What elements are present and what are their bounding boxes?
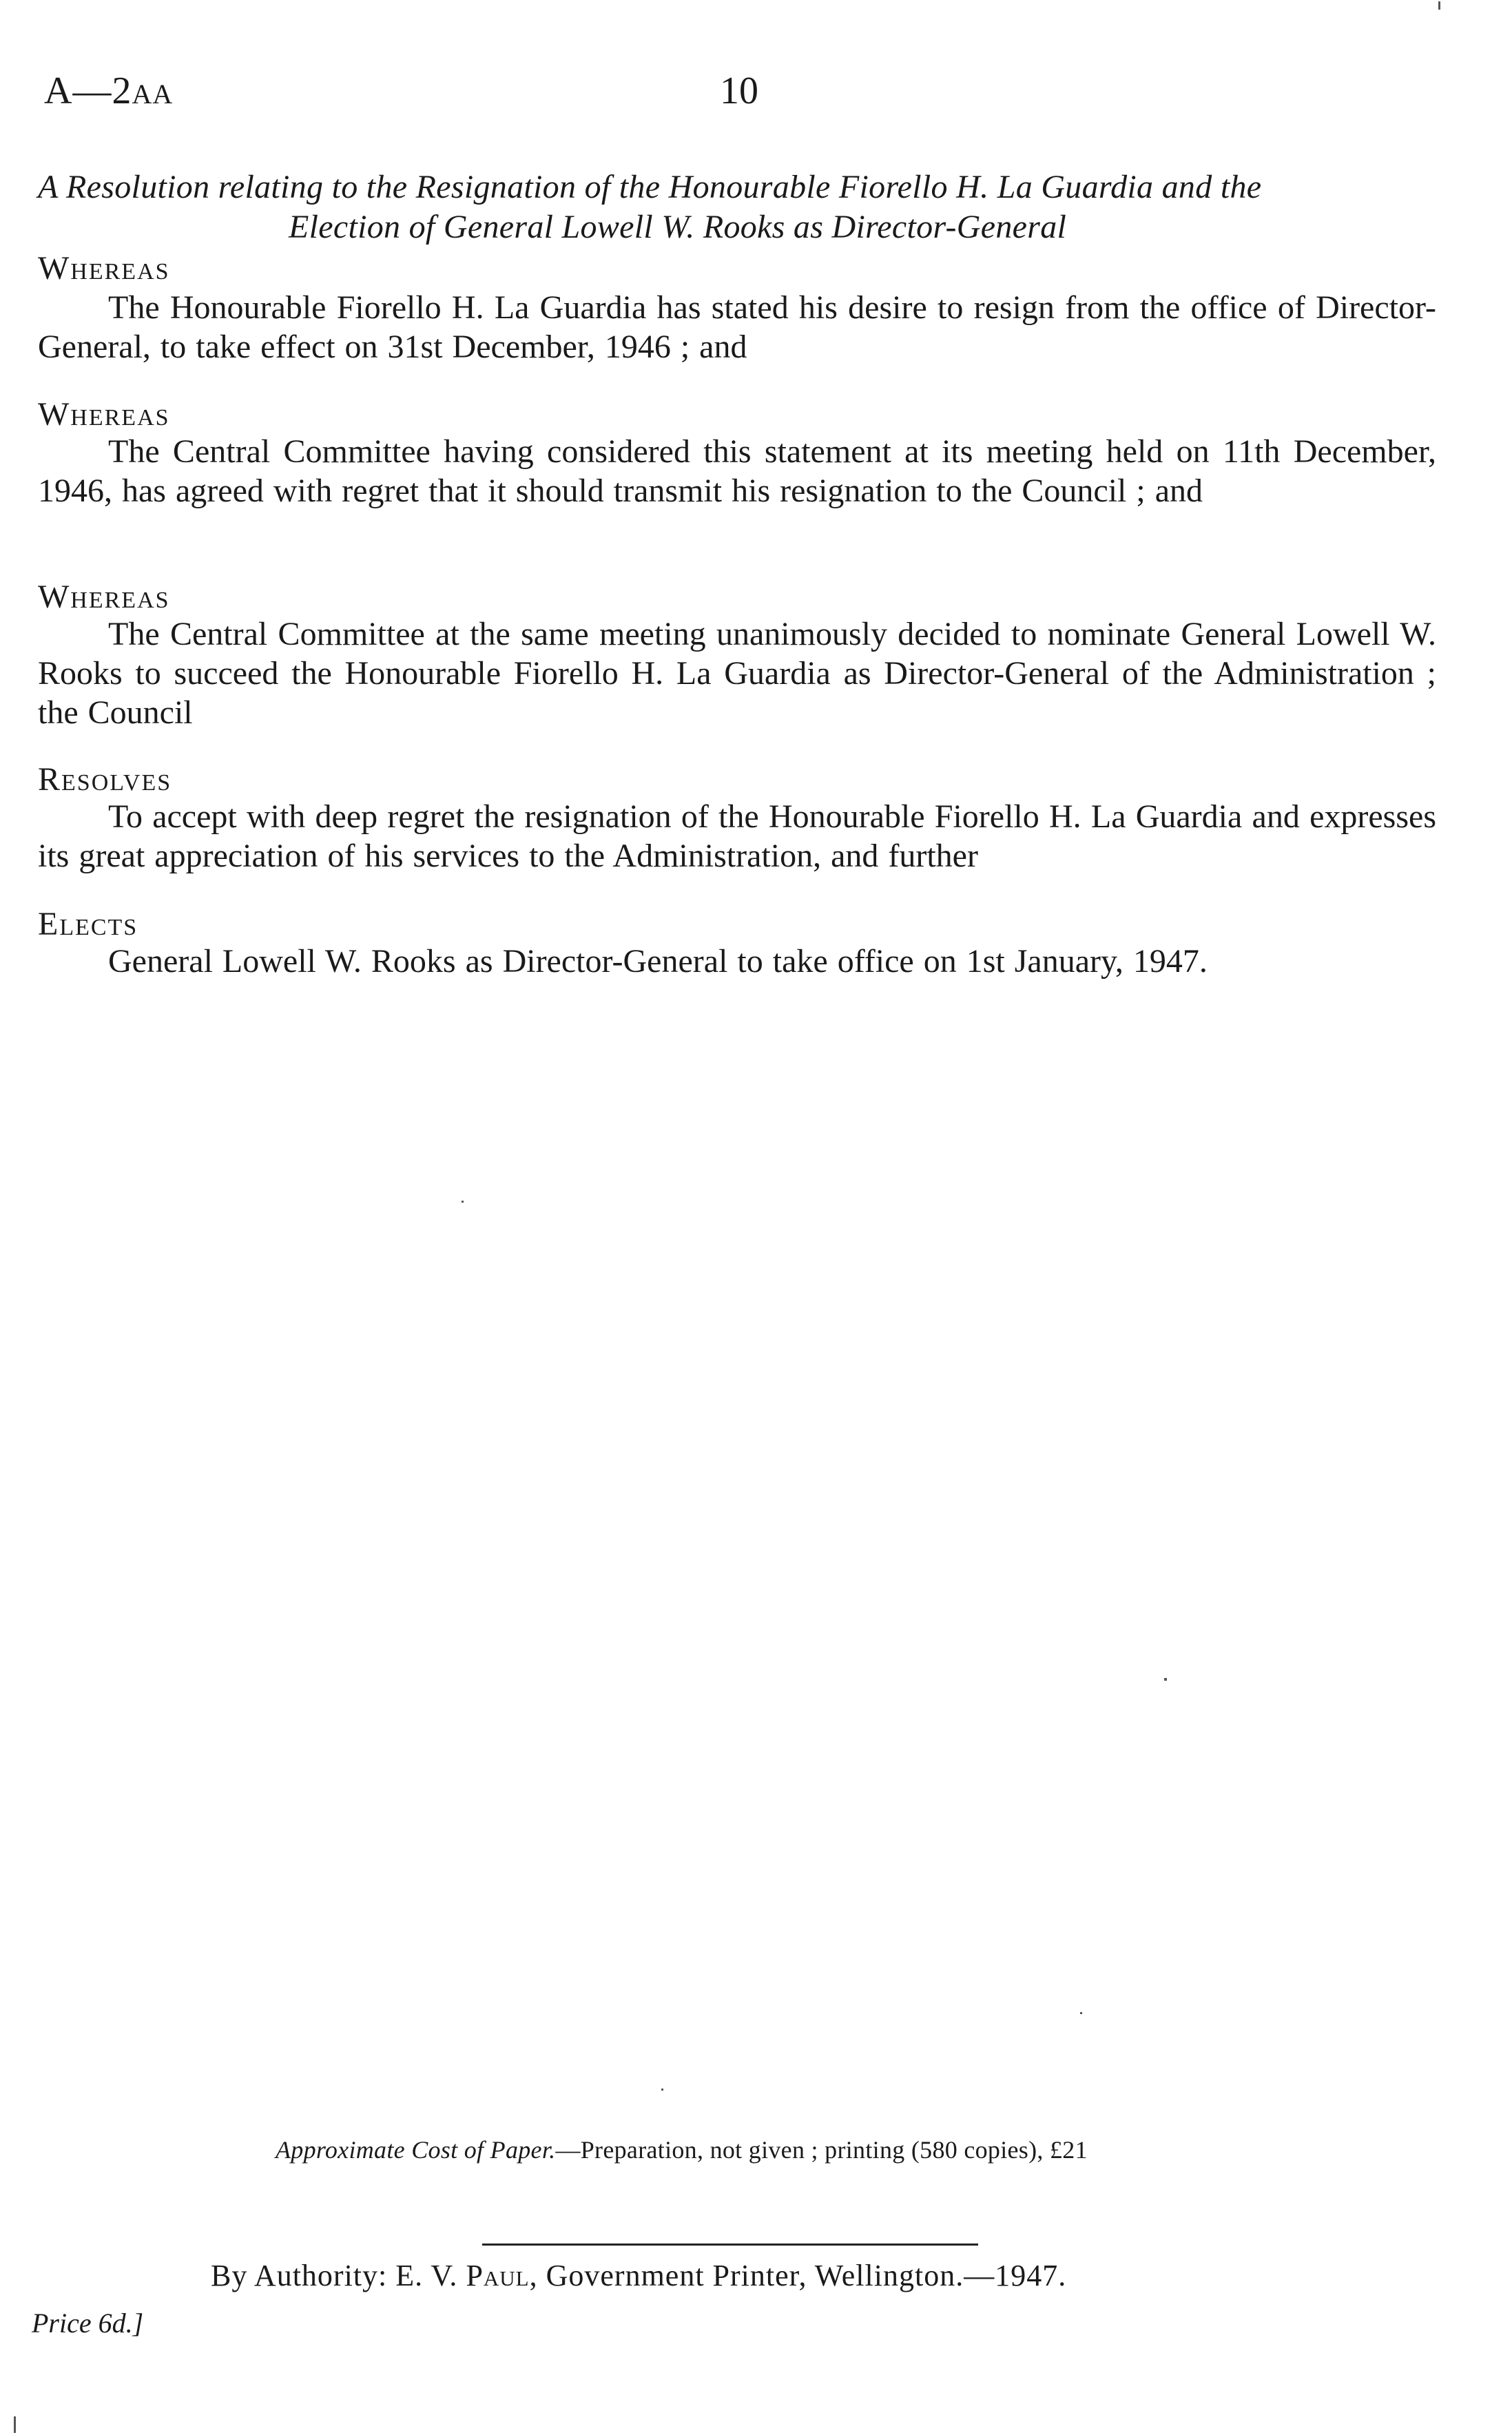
cost-text: —Preparation, not given ; printing (580 copies), £21 [555, 2136, 1088, 2164]
resolves-heading: Resolves [38, 761, 172, 798]
page-number: 10 [720, 70, 758, 112]
scan-speck [1164, 1678, 1167, 1681]
cost-label: Approximate Cost of Paper. [276, 2136, 556, 2164]
resolves-paragraph: To accept with deep regret the resignation of the Honourable Fiorello H. La Guardia and expresses its great appreciation of his services to the Administration, and further [38, 798, 1436, 874]
whereas-paragraph-3: The Central Committee at the same meeting unanimously decided to nominate General Lowell W. Rooks to succeed the Honourable Fiorello H. La Guardia as Director-General of the Administration ; the Council [38, 616, 1436, 731]
resolution-title [38, 167, 1440, 247]
elects-heading: Elects [38, 906, 138, 942]
authority-suffix: , Government Printer, Wellington.—1947. [529, 2259, 1067, 2292]
scan-speck [1080, 2012, 1082, 2014]
title-line-1: A Resolution relating to the Resignation of the Honourable Fiorello H. La Guardia and the [38, 169, 1262, 205]
title-line-2: Election of General Lowell W. Rooks as Director-General [289, 209, 1067, 245]
elects-paragraph: General Lowell W. Rooks as Director-General to take office on 1st January, 1947. [108, 943, 1208, 980]
scan-speck [462, 1201, 464, 1203]
printer-authority-line [211, 2261, 1066, 2291]
whereas-paragraph-2: The Central Committee having considered this statement at its meeting held on 11th December, 1946, has agreed with regret that it should transmit his resignation to the Council ; and [38, 433, 1436, 509]
whereas-heading-3: Whereas [38, 579, 170, 615]
paper-code [44, 72, 173, 110]
scan-speck [1438, 1, 1440, 10]
price-note: Price 6d.] [32, 2308, 144, 2339]
scan-speck [14, 2416, 16, 2433]
printer-name: Paul [466, 2259, 530, 2292]
whereas-heading-2: Whereas [38, 396, 170, 433]
scan-speck [661, 2089, 663, 2091]
footer-rule [482, 2244, 978, 2246]
whereas-heading-1: Whereas [38, 250, 170, 287]
cost-of-paper-note [276, 2137, 1309, 2162]
paper-code-prefix: A—2 [44, 70, 132, 112]
paper-code-suffix: AA [132, 79, 174, 110]
authority-prefix: By Authority: E. V. [211, 2259, 466, 2292]
whereas-paragraph-1: The Honourable Fiorello H. La Guardia has stated his desire to resign from the office of Director-General, to take effect on 31st December, 1946 ; and [38, 289, 1436, 365]
